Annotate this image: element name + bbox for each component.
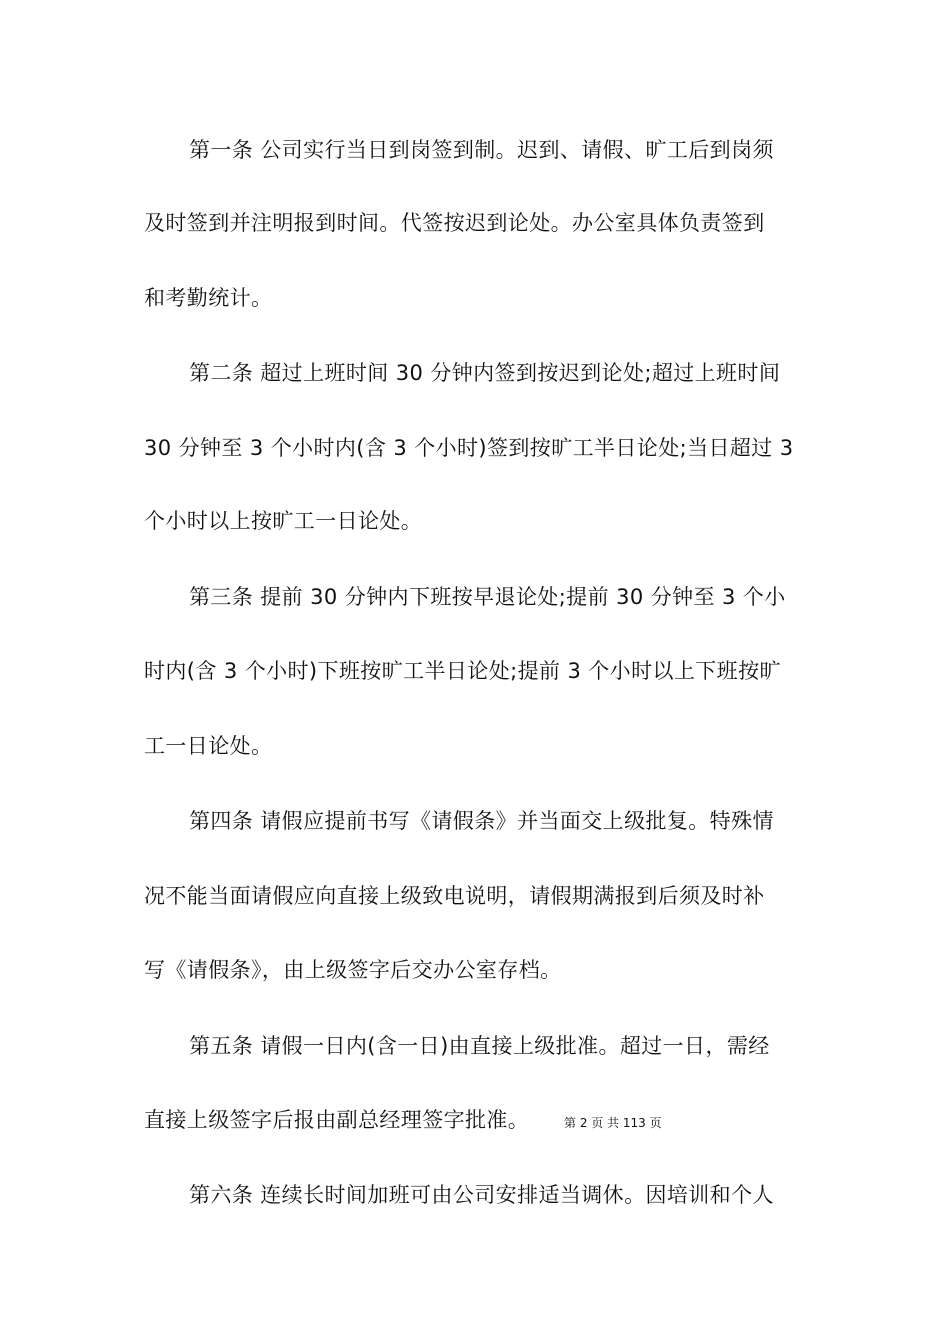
paragraph-line: 第二条 超过上班时间 30 分钟内签到按迟到论处;超过上班时间: [189, 361, 781, 385]
paragraph-line: 写《请假条》，由上级签字后交办公室存档。: [144, 958, 562, 982]
paragraph-line: 直接上级签字后报由副总经理签字批准。: [144, 1108, 530, 1132]
paragraph-line: 第六条 连续长时间加班可由公司安排适当调休。因培训和个人: [189, 1183, 774, 1207]
paragraph-line: 第五条 请假一日内(含一日)由直接上级批准。超过一日，需经: [189, 1034, 770, 1058]
paragraph-line: 第三条 提前 30 分钟内下班按早退论处;提前 30 分钟至 3 个小: [189, 585, 786, 609]
paragraph-line: 个小时以上按旷工一日论处。: [144, 509, 423, 533]
paragraph-line: 第四条 请假应提前书写《请假条》并当面交上级批复。特殊情: [189, 809, 774, 833]
paragraph-line: 及时签到并注明报到时间。代签按迟到论处。办公室具体负责签到: [144, 211, 765, 235]
paragraph-line: 工一日论处。: [144, 734, 273, 758]
paragraph-line: 和考勤统计。: [144, 286, 273, 310]
paragraph-line: 30 分钟至 3 个小时内(含 3 个小时)签到按旷工半日论处;当日超过 3: [144, 436, 794, 460]
paragraph-line: 第一条 公司实行当日到岗签到制。迟到、请假、旷工后到岗须: [189, 138, 774, 162]
paragraph-line: 时内(含 3 个小时)下班按旷工半日论处;提前 3 个小时以上下班按旷: [144, 659, 781, 683]
paragraph-line: 况不能当面请假应向直接上级致电说明，请假期满报到后须及时补: [144, 884, 765, 908]
page-number-footer: 第 2 页 共 113 页: [564, 1116, 662, 1130]
